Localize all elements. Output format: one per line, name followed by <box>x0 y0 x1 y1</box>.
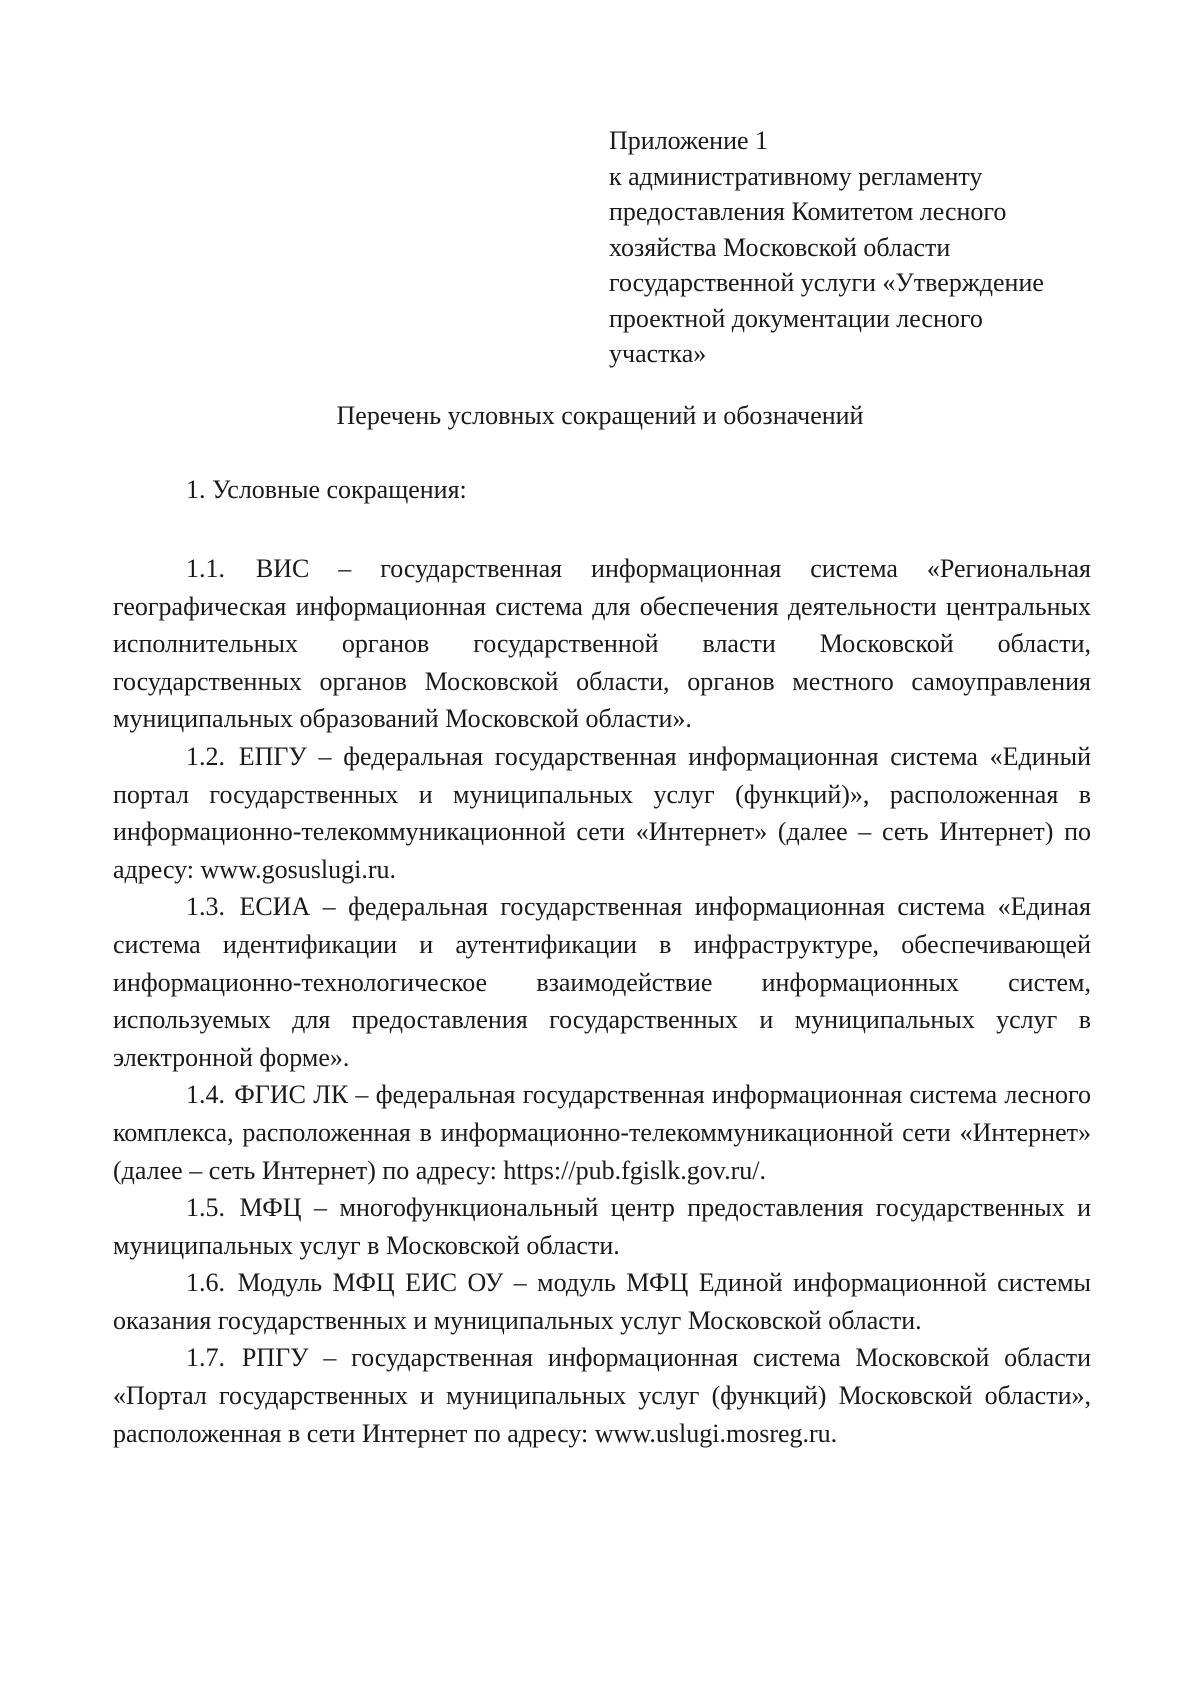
annex-line-4: хозяйства Московской области <box>609 232 951 262</box>
abbreviation-item-1-4 <box>113 1076 1091 1189</box>
annex-header <box>609 123 1129 372</box>
item-number: 1.4. <box>186 1080 225 1110</box>
annex-line-6: проектной документации лесного <box>609 303 983 333</box>
document-title: Перечень условных сокращений и обозначений <box>336 401 864 430</box>
item-text: РПГУ – государственная информационная система Московской области «Портал государственных и муниципальных услуг (функций) Московской области», расположенная в сети Интернет по адресу: www.uslugi.mosreg.ru. <box>113 1343 1092 1448</box>
abbreviation-item-1-7 <box>113 1339 1091 1452</box>
item-number: 1.2. <box>186 741 225 771</box>
annex-line-5: государственной услуги «Утверждение <box>609 268 1044 297</box>
annex-line-1: Приложение 1 <box>609 126 769 155</box>
item-text: ЕСИА – федеральная государственная информационная система «Единая система идентификации и аутентификации в инфраструктуре, обеспечивающей информационно-технологическое взаимодействие информационных систем, используемых для предоставления государственных и муниципальных услуг в электронной форме». <box>113 892 1092 1072</box>
item-number: 1.1. <box>186 554 225 583</box>
abbreviations-list <box>113 550 1091 1452</box>
abbreviation-item-1-1 <box>113 550 1091 738</box>
item-number: 1.5. <box>186 1193 225 1223</box>
abbreviation-item-1-2 <box>113 738 1091 888</box>
section-heading: 1. Условные сокращения: <box>186 475 467 504</box>
item-number: 1.7. <box>186 1343 225 1373</box>
item-text: Модуль МФЦ ЕИС ОУ – модуль МФЦ Единой информационной системы оказания государственных и муниципальных услуг Московской области. <box>113 1268 1091 1335</box>
abbreviation-item-1-3 <box>113 888 1091 1076</box>
item-text: ВИС – государственная информационная система «Региональная географическая информационная система для обеспечения деятельности центральных исполнительных органов государственной власти Московской области, государственных органов Московской области, органов местного самоуправления муниципальных образований Московской области». <box>113 554 1091 734</box>
item-text: ЕПГУ – федеральная государственная информационная система «Единый портал государственных и муниципальных услуг (функций)», расположенная в информационно-телекоммуникационной сети «Интернет» (далее – сеть Интернет) по адресу: www.gosuslugi.ru. <box>113 741 1091 884</box>
annex-line-7: участка» <box>609 339 707 368</box>
item-text: МФЦ – многофункциональный центр предоставления государственных и муниципальных услуг в Московской области. <box>113 1193 1091 1260</box>
annex-line-3: предоставления Комитетом лесного <box>609 197 1007 226</box>
abbreviation-item-1-5 <box>113 1189 1091 1264</box>
abbreviation-item-1-6 <box>113 1264 1091 1339</box>
item-number: 1.3. <box>186 892 225 922</box>
item-number: 1.6. <box>186 1268 225 1298</box>
item-text: ФГИС ЛК – федеральная государственная информационная система лесного комплекса, расположенная в информационно-телекоммуникационной сети «Интернет» (далее – сеть Интернет) по адресу: https://pub.fgislk.gov.ru/. <box>113 1080 1092 1185</box>
annex-line-2: к административному регламенту <box>609 161 983 191</box>
